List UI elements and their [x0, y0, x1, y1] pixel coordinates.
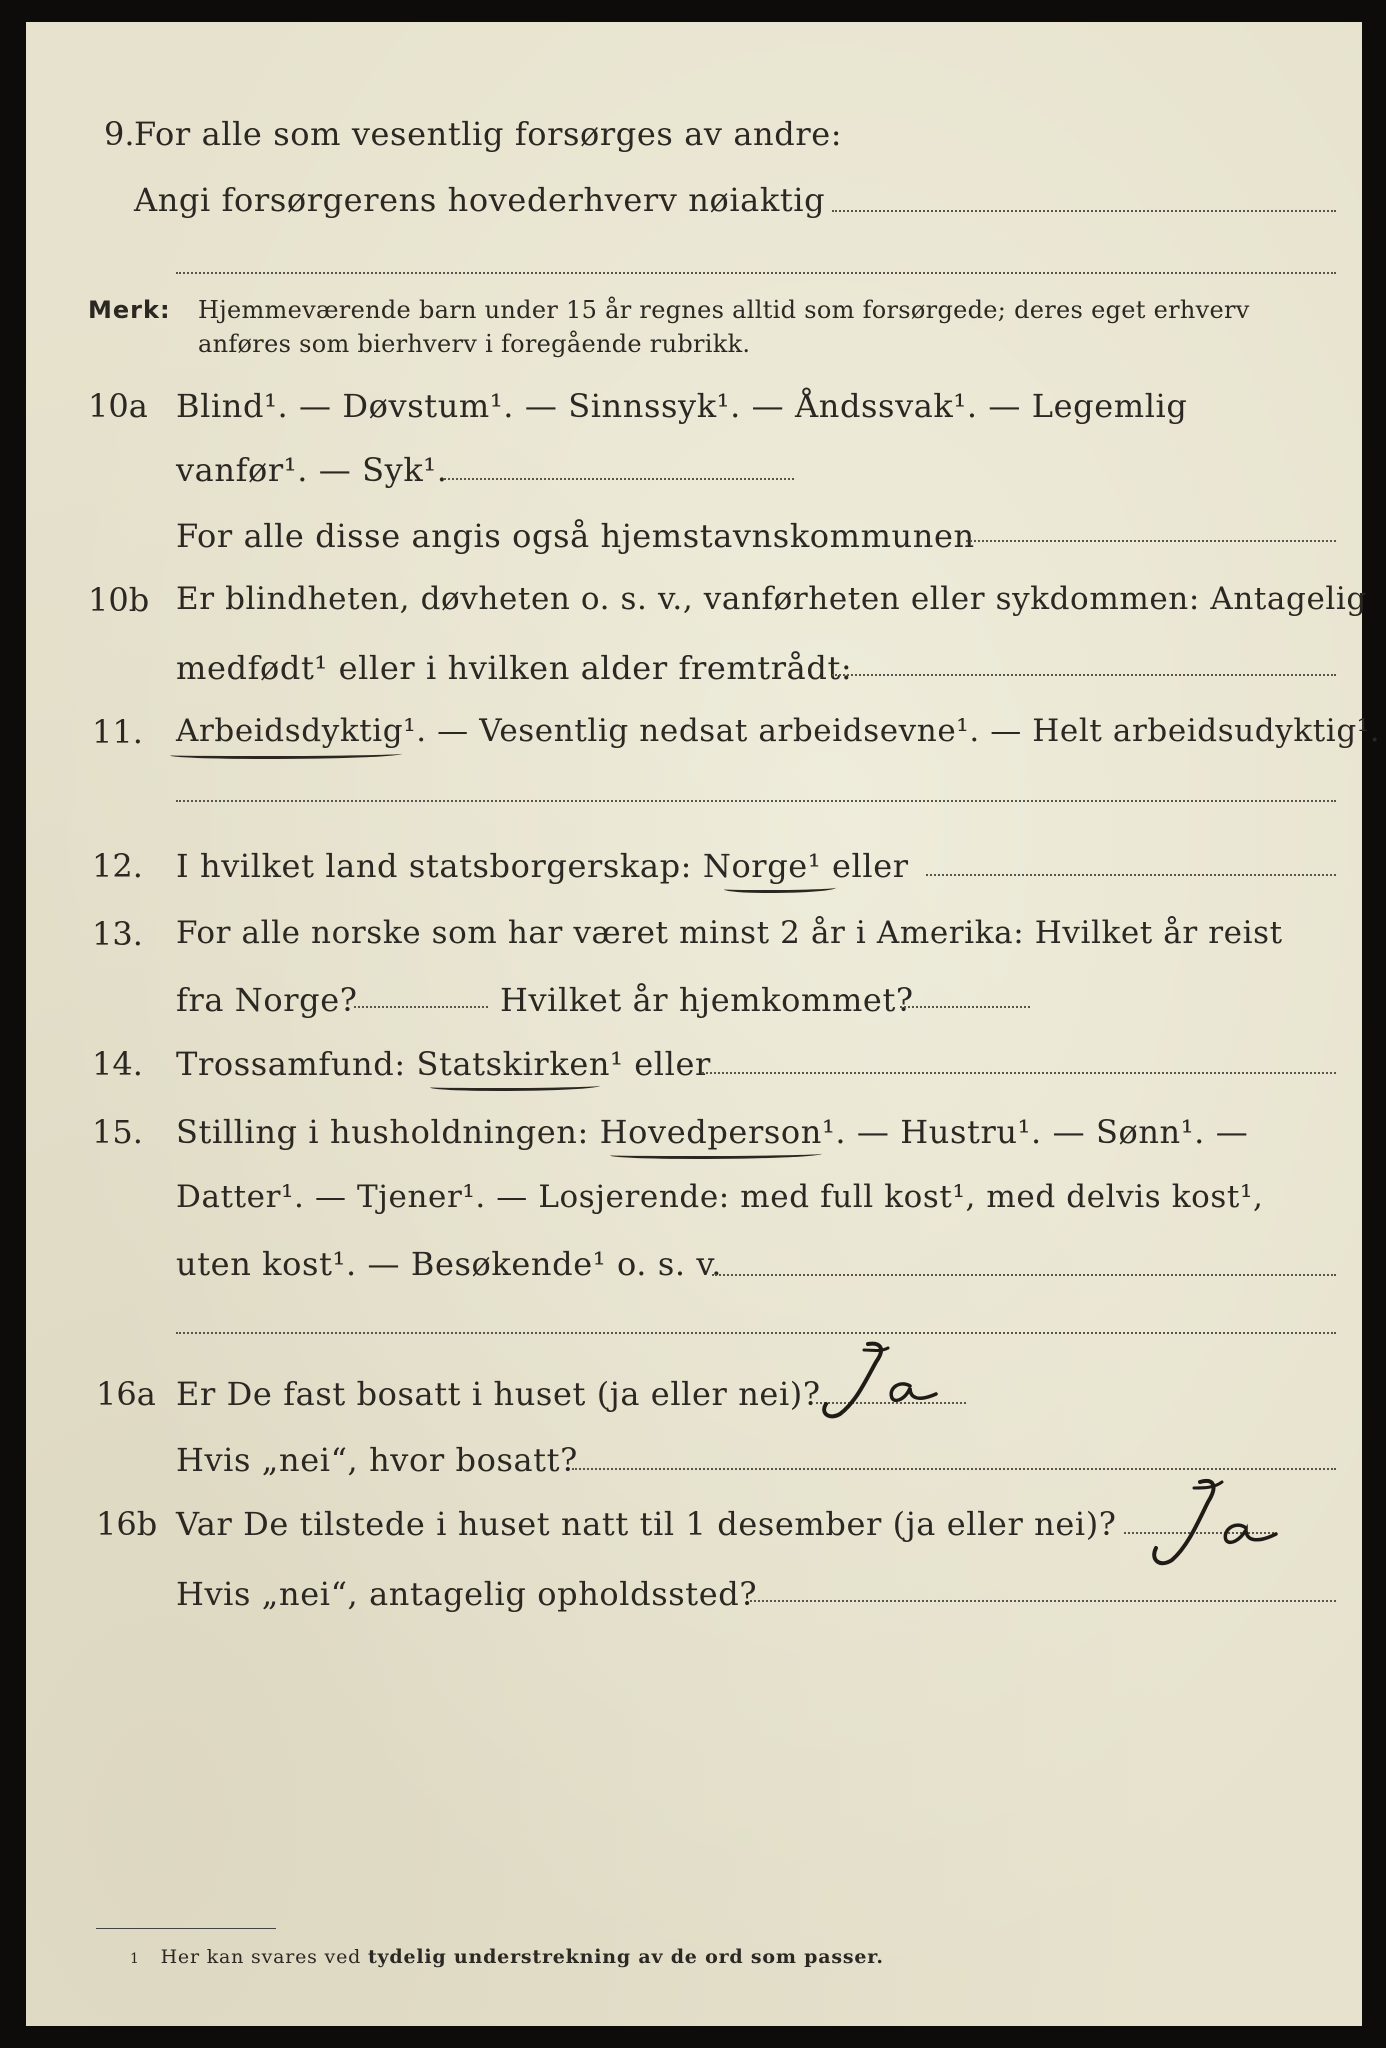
q10a-line2: vanfør¹. — Syk¹.	[176, 451, 448, 489]
q13-hjemkommet-answer-line[interactable]	[900, 1006, 1030, 1008]
q15-line3: uten kost¹. — Besøkende¹ o. s. v.	[176, 1245, 723, 1283]
q10b-line2: medfødt¹ eller i hvilken alder fremtrådt:	[176, 649, 853, 687]
q10b-number: 10b	[88, 581, 150, 619]
q10a-number: 10a	[88, 387, 148, 425]
q10a-line1: Blind¹. — Døvstum¹. — Sinnssyk¹. — Åndssvak¹. — Legemlig	[176, 387, 1188, 425]
footnote	[130, 1948, 884, 1967]
q10a-syk-answer-line[interactable]	[444, 478, 794, 480]
q16b-opholdssted-answer-line[interactable]	[750, 1600, 1336, 1602]
q13-reist-answer-line[interactable]	[354, 1006, 488, 1008]
q13-line1: For alle norske som har været minst 2 år i Amerika: Hvilket år reist	[176, 915, 1283, 951]
q15-line2: Datter¹. — Tjener¹. — Losjerende: med full kost¹, med delvis kost¹,	[176, 1179, 1264, 1215]
q14-answer-line[interactable]	[702, 1072, 1336, 1074]
q16b-line1: Var De tilstede i huset natt til 1 desember (ja eller nei)?	[176, 1505, 1117, 1543]
q9-number: 9.	[104, 115, 135, 153]
q15-number: 15.	[92, 1113, 143, 1151]
merk-line2: anføres som bierhverv i foregående rubrikk.	[198, 330, 751, 358]
q12-answer-line[interactable]	[926, 874, 1336, 876]
census-form-page	[26, 22, 1381, 2026]
q13-line2a: fra Norge?	[176, 981, 358, 1019]
q14-number: 14.	[92, 1045, 143, 1083]
q10b-line1: Er blindheten, døvheten o. s. v., vanførheten eller sykdommen: Antagelig	[176, 581, 1367, 617]
q14-line1: Trossamfund: Statskirken¹ eller	[176, 1045, 711, 1083]
q12-underline-norge	[724, 884, 836, 893]
footnote-text-normal: Her kan svares ved	[160, 1946, 362, 1968]
q12-line1: I hvilket land statsborgerskap: Norge¹ eller	[176, 847, 909, 885]
q11-answer-line[interactable]	[176, 800, 1336, 802]
q16a-number: 16a	[96, 1375, 156, 1413]
merk-line1: Hjemmeværende barn under 15 år regnes alltid som forsørgede; deres eget erhverv	[198, 296, 1250, 324]
q16b-handwritten-answer	[1126, 1476, 1296, 1572]
footnote-text-bold: tydelig understrekning av de ord som passer.	[367, 1946, 884, 1968]
q13-line2b: Hvilket år hjemkommet?	[500, 981, 914, 1019]
q9-line1: For alle som vesentlig forsørges av andre:	[134, 115, 843, 153]
footnote-mark: 1	[130, 1951, 140, 1967]
q16a-line1: Er De fast bosatt i huset (ja eller nei)?	[176, 1375, 821, 1413]
q15-answer-line-2[interactable]	[176, 1332, 1336, 1334]
q16a-bosatt-answer-line[interactable]	[572, 1468, 1336, 1470]
q10a-line3: For alle disse angis også hjemstavnskommunen	[176, 517, 975, 555]
q10b-answer-line[interactable]	[832, 674, 1336, 676]
q10a-hjemstavn-answer-line[interactable]	[966, 540, 1336, 542]
q12-number: 12.	[92, 847, 143, 885]
merk-label: Merk:	[88, 296, 171, 324]
q16b-line2: Hvis „nei“, antagelig opholdssted?	[176, 1575, 758, 1613]
q16a-handwritten-answer	[806, 1340, 956, 1424]
q14-underline-statskirken	[430, 1082, 600, 1091]
q11-underline-arbeidsdyktig	[170, 750, 402, 759]
q15-line1: Stilling i husholdningen: Hovedperson¹. — Hustru¹. — Sønn¹. —	[176, 1113, 1249, 1151]
q15-answer-line[interactable]	[712, 1274, 1336, 1276]
q9-answer-line-2[interactable]	[176, 272, 1336, 274]
q11-number: 11.	[92, 713, 143, 751]
q9-answer-line[interactable]	[832, 210, 1336, 212]
q16b-number: 16b	[96, 1505, 158, 1543]
q11-line1: Arbeidsdyktig¹. — Vesentlig nedsat arbeidsevne¹. — Helt arbeidsudyktig¹.	[176, 713, 1381, 749]
q13-number: 13.	[92, 915, 143, 953]
q15-underline-hovedperson	[610, 1150, 822, 1159]
q9-line2: Angi forsørgerens hovederhverv nøiaktig	[134, 181, 826, 219]
footnote-rule	[96, 1928, 276, 1929]
q16a-line2: Hvis „nei“, hvor bosatt?	[176, 1441, 578, 1479]
